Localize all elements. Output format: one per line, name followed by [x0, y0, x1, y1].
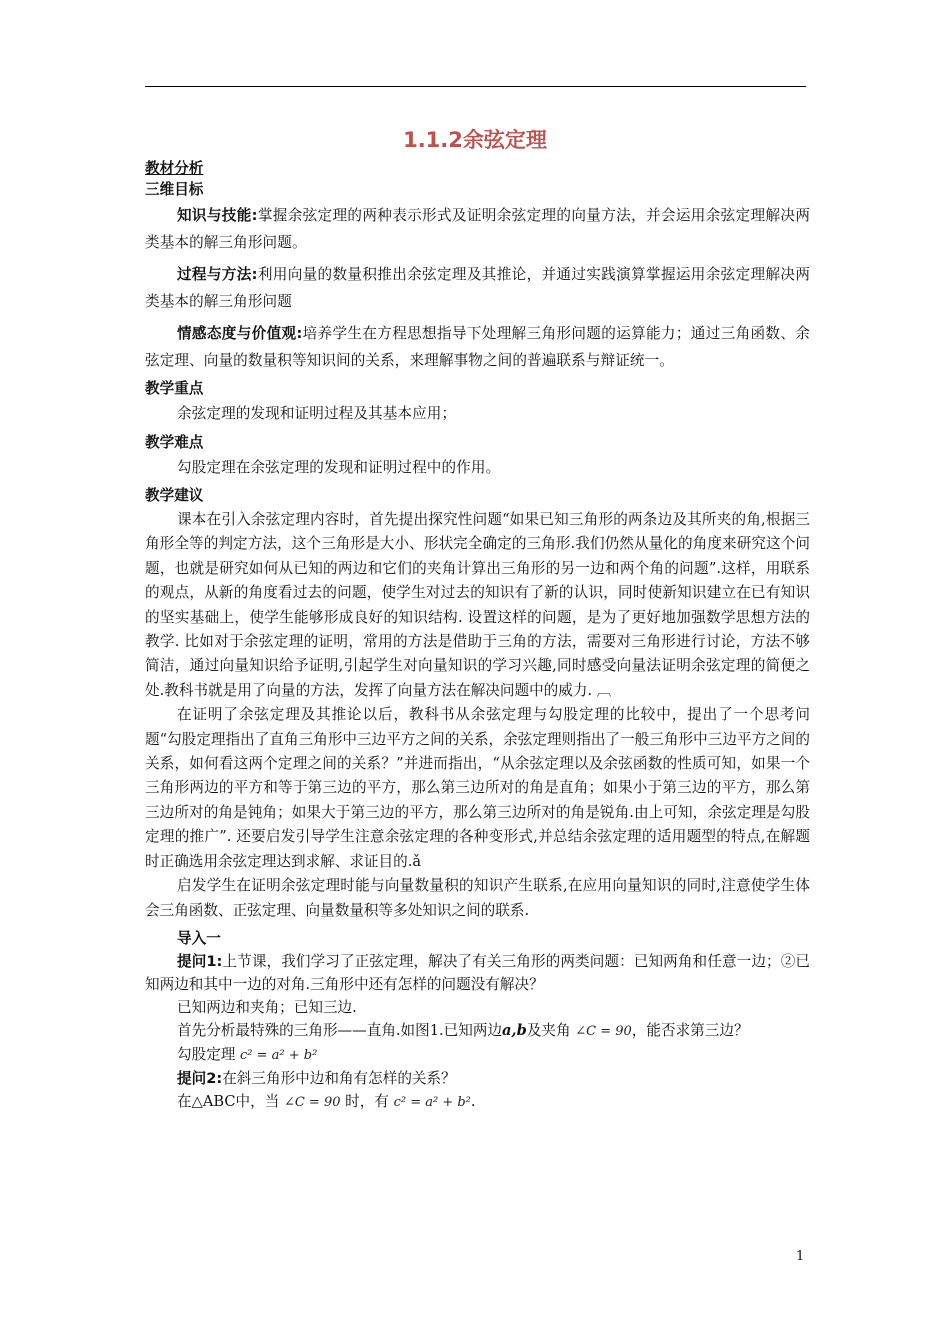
- advice-paragraph-2: 在证明了余弦定理及其推论以后，教科书从余弦定理与勾股定理的比较中，提出了一个思考问题“勾股定理指出了直角三角形中三边平方之间的关系，余弦定理则指出了一般三角形中三边平方之间的关系，如何看这两个定理之间的关系？”并进而指出，“从余弦定理以及余弦函数的性质可知，如果一个三角形两边的平方和等于第三边的平方，那么第三边所对的角是直角；如果小于第三边的平方，那么第三边所对的角是钝角；如果大于第三边的平方，那么第三边所对的角是锐角.由上可知，余弦定理是勾股定理的推广”. 还要启发引导学生注意余弦定理的各种变形式,并总结余弦定理的适用题型的特点,在解题时正确选用余弦定理达到求解、求证目的.ǎ: [145, 706, 810, 870]
- question-2-label: 提问2:: [177, 1069, 223, 1087]
- pythagorean-formula: c² = a² + b²: [240, 1047, 318, 1063]
- answer-1-line-2-pre: 首先分析最特殊的三角形——直角.如图1.已知两边: [177, 1021, 503, 1039]
- question-2: [145, 1067, 810, 1090]
- section-heading-difficult: 教学难点: [145, 433, 204, 451]
- angle-c-formula: ∠C = 90: [575, 1023, 632, 1039]
- answer-2-post: .: [470, 1092, 476, 1110]
- key-text: 余弦定理的发现和证明过程及其基本应用；: [177, 405, 457, 422]
- emotion-text: 培养学生在方程思想指导下处理解三角形问题的运算能力；通过三角函数、余弦定理、向量的数量积等知识间的关系，来理解事物之间的普遍联系与辩证统一。: [145, 325, 810, 369]
- question-1: [145, 950, 810, 996]
- answer-1-line-3-pre: 勾股定理: [177, 1045, 236, 1063]
- document-body: [145, 158, 810, 1114]
- knowledge-label: 知识与技能:: [177, 207, 258, 224]
- question-1-text: 上节课，我们学习了正弦定理，解决了有关三角形的两类问题：已知两角和任意一边；②已知两边和其中一边的对角.三角形中还有怎样的问题没有解决？: [145, 952, 810, 993]
- page-title: 1.1.2余弦定理: [403, 128, 547, 152]
- process-label: 过程与方法:: [177, 266, 258, 283]
- answer-2-mid: 时，有: [345, 1092, 389, 1110]
- advice-paragraph-1: 课本在引入余弦定理内容时，首先提出探究性问题“如果已知三角形的两条边及其所夹的角,根据三角形全等的判定方法，这个三角形是大小、形状完全确定的三角形.我们仍然从量化的角度来研究这个问题，也就是研究如何从已知的两边和它们的夹角计算出三角形的另一边和两个角的问题”.这样，用联系的观点，从新的角度看过去的问题，使学生对过去的知识有了新的认识，同时使新知识建立在已有知识的坚实基础上，使学生能够形成良好的知识结构. 设置这样的问题，是为了更好地加强数学思想方法的教学. 比如对于余弦定理的证明，常用的方法是借助于三角的方法，需要对三角形进行讨论，方法不够简洁，通过向量知识给予证明,引起学生对向量知识的学习兴趣,同时感受向量法证明余弦定理的简便之处.教科书就是用了向量的方法，发挥了向量方法在解决问题中的威力. ︹: [145, 511, 810, 699]
- knowledge-paragraph: [145, 203, 810, 256]
- section-heading-intro: 导入一: [177, 929, 221, 947]
- answer-1-vars: a,b: [502, 1021, 527, 1039]
- advice-paragraph-3: 启发学生在证明余弦定理时能与向量数量积的知识产生联系,在应用向量知识的同时,注意使学生体会三角函数、正弦定理、向量数量积等多处知识之间的联系.: [145, 877, 810, 919]
- process-paragraph: [145, 262, 810, 315]
- answer-1-line-2-post: ，能否求第三边？: [631, 1021, 749, 1039]
- answer-2: [145, 1090, 810, 1114]
- answer-1-line-2-mid: 及夹角: [526, 1021, 571, 1039]
- emotion-label: 情感态度与价值观:: [177, 325, 303, 342]
- answer-1-line-2: [145, 1019, 810, 1043]
- question-2-text: 在斜三角形中边和角有怎样的关系？: [222, 1069, 456, 1087]
- emotion-paragraph: [145, 321, 810, 374]
- section-heading-advice: 教学建议: [145, 487, 204, 504]
- process-text: 利用向量的数量积推出余弦定理及其推论，并通过实践演算掌握运用余弦定理解决两类基本的解三角形问题: [145, 266, 811, 310]
- angle-c-formula-2: ∠C = 90: [283, 1094, 341, 1110]
- section-heading-key: 教学重点: [145, 380, 204, 397]
- knowledge-text: 掌握余弦定理的两种表示形式及证明余弦定理的向量方法，并会运用余弦定理解决两类基本的解三角形问题。: [145, 207, 811, 251]
- pythagorean-formula-2: c² = a² + b²: [393, 1094, 471, 1110]
- section-heading-analysis: 教材分析: [145, 160, 204, 177]
- answer-1-line-3: [145, 1043, 810, 1067]
- page-number: 1: [796, 1249, 805, 1264]
- answer-2-pre: 在△ABC中，当: [177, 1092, 280, 1110]
- section-heading-goals: 三维目标: [145, 181, 204, 198]
- difficult-text: 勾股定理在余弦定理的发现和证明过程中的作用。: [177, 458, 501, 476]
- answer-1-line-1: 已知两边和夹角；已知三边.: [177, 998, 357, 1016]
- question-1-label: 提问1:: [177, 952, 223, 970]
- header-rule: [145, 86, 806, 87]
